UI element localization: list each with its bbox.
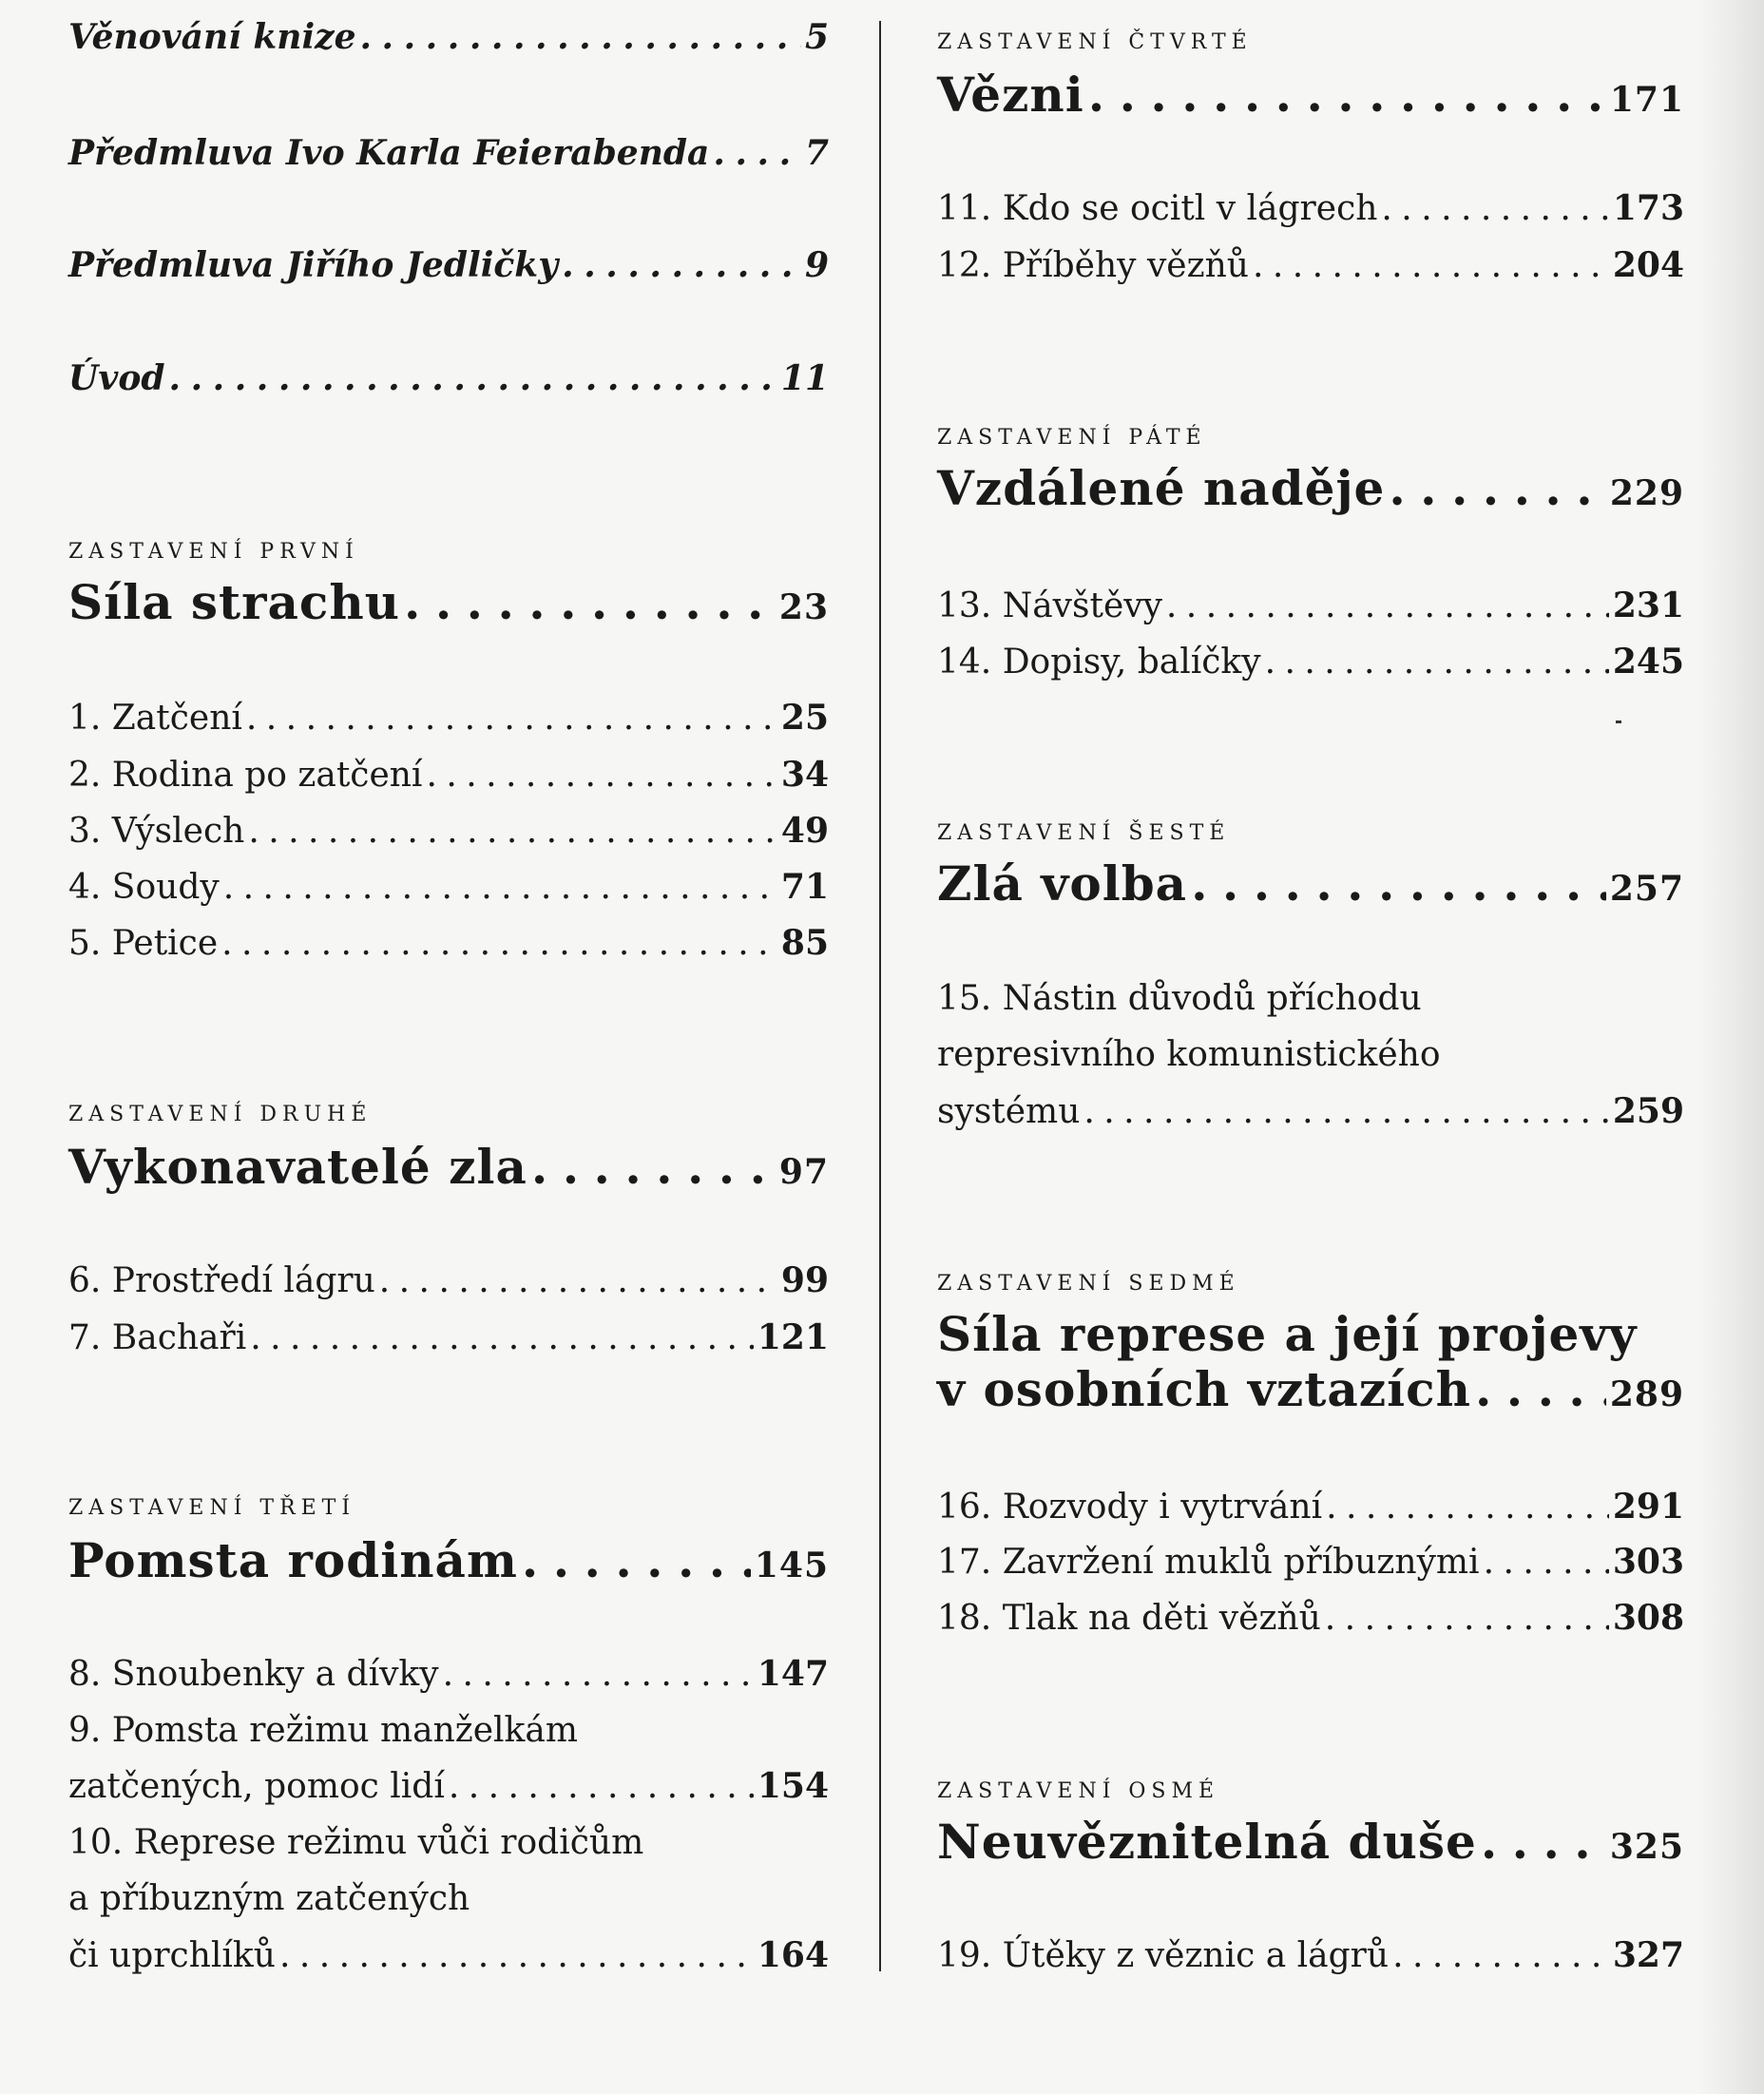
toc-entry: 13. Návštěvy . . . 231	[937, 586, 1684, 625]
toc-entry: 2. Rodina po zatčení . . . 34	[68, 755, 829, 795]
leader-dots	[1265, 643, 1609, 682]
toc-entry-line: represivního komunistického	[937, 1035, 1441, 1074]
toc-entry: 3. Výslech . . . 49	[68, 811, 829, 851]
toc-entry: 17. Zavržení muklů příbuznými . . . 303	[937, 1542, 1684, 1582]
part-heading: Zlá volba . . . 257	[937, 855, 1684, 912]
leader-dots	[1481, 1814, 1606, 1870]
part-label: ZASTAVENÍ PRVNÍ	[68, 540, 359, 564]
leader-dots	[404, 574, 776, 630]
part-heading: Vzdálené naděje . . . 229	[937, 460, 1684, 516]
part-label: ZASTAVENÍ TŘETÍ	[68, 1496, 356, 1520]
part-heading: Vězni . . . 171	[937, 67, 1684, 123]
toc-entry-line: 15. Nástin důvodů příchodu	[937, 979, 1422, 1018]
leader-dots	[1083, 1092, 1608, 1131]
toc-entry: 14. Dopisy, balíčky . . . 245	[937, 642, 1684, 682]
leader-dots	[359, 17, 800, 57]
toc-entry: 8. Snoubenky a dívky . . . 147	[68, 1654, 829, 1694]
leader-dots	[1392, 1936, 1609, 1975]
leader-dots	[443, 1655, 754, 1694]
toc-entry-foreword-jedlicka: Předmluva Jiřího Jedličky . . . 9	[68, 245, 829, 285]
toc-entry: 12. Příběhy vězňů . . . 204	[937, 245, 1684, 285]
part-heading: v osobních vztazích . . . 289	[937, 1361, 1684, 1417]
leader-dots	[449, 1767, 754, 1806]
part-heading: Neuvěznitelná duše . . . 325	[937, 1814, 1684, 1870]
toc-entry-line: 9. Pomsta režimu manželkám	[68, 1711, 578, 1750]
leader-dots	[246, 699, 777, 738]
toc-entry: či uprchlíků . . . 164	[68, 1935, 829, 1975]
leader-dots	[1326, 1488, 1609, 1527]
leader-dots	[248, 812, 777, 851]
leader-dots	[1166, 586, 1609, 625]
part-label: ZASTAVENÍ ČTVRTÉ	[937, 30, 1253, 54]
toc-entry: 4. Soudy . . . 71	[68, 867, 829, 907]
leader-dots	[562, 245, 801, 285]
toc-entry-foreword-feierabend: Předmluva Ivo Karla Feierabenda . . . 7	[68, 133, 829, 173]
toc-entry: 7. Bachaři . . . 121	[68, 1317, 829, 1357]
leader-dots	[223, 868, 777, 907]
leader-dots	[531, 1139, 776, 1195]
leader-dots	[1475, 1361, 1606, 1417]
leader-dots	[1389, 460, 1605, 516]
part-heading-line: Síla represe a její projevy	[937, 1306, 1638, 1362]
part-label: ZASTAVENÍ DRUHÉ	[68, 1103, 373, 1126]
part-label: ZASTAVENÍ ŠESTÉ	[937, 821, 1231, 845]
column-divider	[879, 21, 881, 1971]
toc-entry-dedication: Věnování knize . . . 5	[68, 17, 829, 57]
toc-entry: 6. Prostředí lágru . . . 99	[68, 1260, 829, 1300]
leader-dots	[1191, 855, 1606, 912]
toc-entry: 5. Petice . . . 85	[68, 923, 829, 963]
leader-dots	[169, 358, 777, 398]
toc-entry-introduction: Úvod . . . 11	[68, 358, 829, 398]
page-edge-shadow	[1697, 0, 1764, 2094]
stray-mark	[1616, 720, 1621, 723]
part-label: ZASTAVENÍ OSMÉ	[937, 1779, 1220, 1803]
leader-dots	[1381, 189, 1608, 228]
part-label: ZASTAVENÍ PÁTÉ	[937, 426, 1207, 450]
toc-entry: 1. Zatčení . . . 25	[68, 698, 829, 738]
toc-entry-line: a příbuzným zatčených	[68, 1879, 470, 1918]
leader-dots	[426, 756, 777, 795]
leader-dots	[221, 924, 777, 963]
leader-dots	[1325, 1599, 1609, 1638]
leader-dots	[522, 1532, 751, 1588]
toc-entry: 16. Rozvody i vytrvání . . . 291	[937, 1487, 1684, 1527]
leader-dots	[250, 1318, 754, 1357]
toc-entry: 18. Tlak na děti vězňů . . . 308	[937, 1598, 1684, 1638]
part-heading: Pomsta rodinám . . . 145	[68, 1532, 829, 1588]
toc-entry: 11. Kdo se ocitl v lágrech . . . 173	[937, 188, 1684, 228]
leader-dots	[1253, 246, 1609, 285]
toc-entry: systému . . . 259	[937, 1091, 1684, 1131]
leader-dots	[1088, 67, 1606, 123]
leader-dots	[279, 1936, 754, 1975]
toc-entry-line: 10. Represe režimu vůči rodičům	[68, 1823, 644, 1862]
toc-entry: zatčených, pomoc lidí . . . 154	[68, 1766, 829, 1806]
part-label: ZASTAVENÍ SEDMÉ	[937, 1272, 1240, 1296]
part-heading: Síla strachu . . . 23	[68, 574, 829, 630]
toc-entry: 19. Útěky z věznic a lágrů . . . 327	[937, 1935, 1684, 1975]
part-heading: Vykonavatelé zla . . . 97	[68, 1139, 829, 1195]
leader-dots	[713, 133, 801, 173]
leader-dots	[379, 1261, 777, 1300]
leader-dots	[1484, 1543, 1609, 1582]
